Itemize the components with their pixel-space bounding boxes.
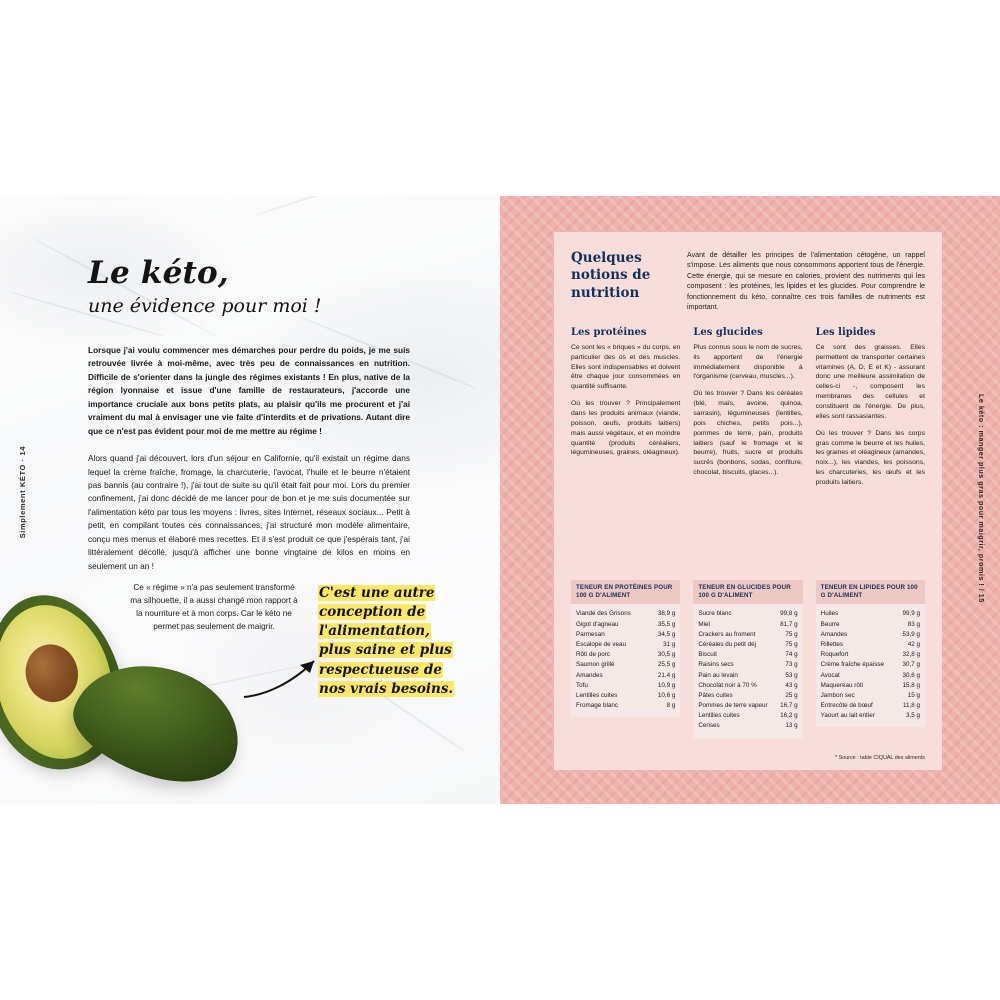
cell-name: Rôti de porc (576, 651, 610, 659)
table-row (576, 660, 675, 670)
cell-name: Huiles (820, 610, 839, 618)
cell-value: 99,9 g (902, 610, 920, 618)
cell-value: 8 g (666, 702, 676, 710)
column-glucides-paragraph-1: Plus connus sous le nom de sucres, ils apportent de l'énergie immédiatement disponible à l'organisme (cerveau, muscles...). (693, 343, 803, 381)
cell-value: 30,6 g (902, 671, 920, 679)
cell-name: Crackers au froment (698, 630, 756, 638)
table-row (576, 681, 675, 691)
right-page-running-head: Le kéto : manger plus gras pour maigrir, promis ! / 15 (977, 394, 986, 603)
cell-name: Roquefort (820, 651, 849, 659)
nutrition-panel (554, 232, 942, 770)
cell-name: Miel (698, 620, 710, 628)
table-row (821, 701, 920, 711)
table-row (698, 640, 797, 650)
table-row (576, 640, 675, 650)
left-page-body (88, 344, 410, 587)
cell-value: 75 g (785, 630, 798, 638)
cell-name: Entrecôte de bœuf (820, 702, 873, 710)
table-row (821, 609, 920, 619)
nutrition-tables (571, 580, 925, 738)
table-glucides (693, 580, 802, 738)
cell-name: Biscuit (698, 651, 717, 659)
table-proteines-header: TENEUR EN PROTÉINES POUR 100 G D'ALIMENT (571, 580, 680, 604)
cell-value: 31 g (663, 640, 676, 648)
left-page-running-head: Simplement KÉTO · 14 (18, 446, 27, 539)
cell-value: 10,9 g (657, 681, 676, 689)
cell-name: Viande des Grisons (576, 610, 631, 618)
cell-name: Sucre blanc (698, 610, 732, 618)
table-row (698, 671, 797, 681)
column-heading-proteines: Les protéines (571, 326, 647, 338)
cell-name: Crème fraîche épaisse (820, 661, 885, 669)
cell-name: Rillettes (820, 640, 844, 648)
cell-value: 21,4 g (657, 671, 676, 679)
table-row (698, 660, 797, 670)
cell-name: Raisins secs (698, 661, 734, 669)
cell-value: 15,8 g (902, 681, 920, 689)
cell-value: 73 g (785, 661, 798, 669)
table-row (698, 701, 797, 711)
table-row (821, 671, 920, 681)
column-glucides (693, 327, 802, 495)
cell-value: 25,5 g (657, 661, 676, 669)
pull-note: Ce « régime » n'a pas seulement transformé ma silhouette, il a aussi changé mon rapport à la nourriture et à mon corps. Car le kéto ne permet pas seulement de maigrir. (130, 583, 298, 632)
table-row (698, 681, 797, 691)
cell-name: Amandes (820, 630, 848, 638)
cell-name: Saumon grillé (576, 661, 615, 669)
cell-name: Fromage blanc (576, 702, 618, 710)
cell-name: Yaourt au lait entier (820, 712, 875, 720)
body-paragraph-2: Alors quand j'ai découvert, lors d'un séjour en Californie, qu'il existait un régime dans lequel la crème fraîche, fromage, la charcuterie, l'avocat, l'huile et le beurre n'étaient pas bannis (au contraire !), j'ai tout de suite su qu'il était fait pour moi. Lors du premier confinement, j'ai donc décidé de me lancer pour de bon et je me suis documentée sur l'alimentation kéto par tous les moyens : livres, sites Internet, réseaux sociaux... Petit à petit, en compilant toutes ces connaissances, j'ai structuré mon modèle alimentaire, conçu mes menus et élaboré mes recettes. Et il s'est produit ce que j'espérais tant, j'ai littéralement décollé, jusqu'à afficher une bonne vingtaine de kilos en moins en seulement un an ! (88, 453, 410, 571)
table-glucides-body (693, 604, 802, 737)
table-row (576, 691, 675, 701)
table-row (821, 620, 920, 630)
right-page (500, 196, 1000, 804)
cell-name: Pâtes cuites (698, 691, 733, 699)
cell-name: Avocat (820, 671, 840, 679)
table-row (698, 721, 797, 731)
table-row (821, 630, 920, 640)
book-spread (0, 196, 1000, 804)
cell-value: 75 g (785, 640, 798, 648)
table-row (821, 681, 920, 691)
column-proteines-paragraph-2: Où les trouver ? Principalement dans les produits animaux (viande, poisson, œufs, produits laitiers) mais aussi végétaux, et en moindre quantité (produits céréaliers, légumineuses, graines, oléagineux). (571, 400, 681, 457)
cell-value: 35,5 g (657, 620, 676, 628)
cell-value: 25 g (785, 691, 798, 699)
section-intro-text: Avant de détailler les principes de l'alimentation cétogène, un rappel s'impose. Les aliments que nous consommons apportent tous de l'énergie. Cette énergie, qui se mesure en calories, provient des nutriments qui les composent : les protéines, les lipides et les glucides. Pour comprendre le fonctionnement du kéto, connaître ces trois familles de nutriments est important. (687, 251, 925, 312)
left-page (0, 196, 500, 804)
avocado-pit (19, 638, 83, 707)
page-title (88, 255, 418, 317)
cell-name: Jambon sec (820, 691, 855, 699)
cell-value: 53 g (785, 671, 798, 679)
cell-value: 34,5 g (657, 630, 676, 638)
cell-name: Beurre (820, 620, 840, 628)
cell-value: 15 g (907, 691, 920, 699)
cell-value: 43 g (785, 681, 798, 689)
column-heading-lipides: Les lipides (815, 326, 876, 338)
cell-value: 53,9 g (902, 630, 920, 638)
table-proteines (571, 580, 680, 738)
handwritten-highlight-note (318, 584, 460, 699)
cell-name: Pain au levain (698, 671, 738, 679)
table-proteines-body (571, 604, 680, 717)
cell-value: 99,8 g (780, 610, 798, 618)
cell-value: 11,8 g (902, 702, 920, 710)
table-row (821, 660, 920, 670)
table-row (821, 650, 920, 660)
cell-value: 16,2 g (780, 712, 798, 720)
cell-value: 32,8 g (902, 651, 920, 659)
table-row (576, 609, 675, 619)
nutrient-columns (571, 327, 925, 495)
cell-value: 42 g (907, 640, 920, 648)
table-lipides (816, 580, 925, 738)
table-row (576, 671, 675, 681)
arrow-icon (240, 651, 328, 703)
cell-name: Lentilles cuites (576, 691, 618, 699)
column-heading-glucides: Les glucides (693, 326, 763, 338)
table-row (698, 630, 797, 640)
cell-name: Maquereau rôti (820, 681, 864, 689)
cell-name: Chocolat noir à 70 % (698, 681, 757, 689)
cell-name: Amandes (576, 671, 603, 679)
column-proteines (571, 327, 680, 495)
column-lipides-paragraph-2: Où les trouver ? Dans les corps gras comme le beurre et les huiles, les graines et oléagineux (amandes, noix...), les viandes, les poissons, les charcuteries, les œufs et les produits laitiers. (815, 429, 925, 486)
table-row (698, 711, 797, 721)
cell-name: Pommes de terre vapeur (698, 702, 768, 710)
cell-value: 10,6 g (657, 691, 676, 699)
cell-name: Parmesan (576, 630, 605, 638)
handwritten-note-text: C'est une autre conception de l'alimentation, plus saine et plus respectueuse de nos vrais besoins. (319, 585, 454, 697)
cell-value: 3,5 g (905, 712, 920, 720)
page-title-line-2: une évidence pour moi ! (88, 295, 322, 317)
table-row (821, 691, 920, 701)
cell-value: 74 g (785, 651, 798, 659)
cell-name: Céréales du petit déj (698, 640, 757, 648)
table-row (698, 650, 797, 660)
cell-name: Gigot d'agneau (576, 620, 619, 628)
table-row (576, 650, 675, 660)
table-row (821, 711, 920, 721)
column-glucides-paragraph-2: Où les trouver ? Dans les céréales (blé, maïs, avoine, quinoa, sarrasin), légumineuses (lentilles, pois chiches, petits pois...), pommes de terre, pain, produits laitiers (sauf le fromage et le beurre), fruits, sucre et produits sucrés (bonbons, sodas, confiture, chocolat, biscuits, glaces...). (693, 390, 803, 477)
cell-name: Lentilles cuites (698, 712, 740, 720)
intro-row (571, 250, 925, 313)
table-row (821, 640, 920, 650)
cell-value: 13 g (785, 722, 798, 730)
marble-vein (250, 196, 479, 218)
column-proteines-paragraph-1: Ce sont les « briques » du corps, en particulier des os et des muscles. Elles sont indispensables et doivent être chaque jour consommées en quantité suffisante. (571, 343, 681, 391)
cell-value: 16,7 g (780, 702, 798, 710)
table-row (698, 691, 797, 701)
table-lipides-header: TENEUR EN LIPIDES POUR 100 G D'ALIMENT (816, 580, 925, 604)
body-paragraph-1: Lorsque j'ai voulu commencer mes démarches pour perdre du poids, je me suis retrouvée livrée à moi-même, avec très peu de connaissances en nutrition. Difficile de s'orienter dans la jungle des régimes existants ! En plus, native de la région lyonnaise et issue d'une famille de restaurateurs, j'accorde une importance cruciale aux bons petits plats, au plaisir qu'ils me procurent et j'ai vraiment du mal à envisager une vie faite d'interdits et de privations. Autant dire que ce n'est pas évident pour moi de me mettre au régime ! (88, 345, 410, 436)
table-lipides-body (816, 604, 925, 727)
cell-value: 83 g (907, 620, 920, 628)
column-lipides-paragraph-1: Ce sont des graisses. Elles permettent de transporter certaines vitamines (A, D, E et K) - assurant donc une meilleure assimilation de celles-ci -, composent les membranes des cellules et constituent de l'énergie. De plus, elles sont rassasiantes. (815, 343, 925, 420)
cell-value: 81,7 g (780, 620, 798, 628)
table-row (576, 630, 675, 640)
column-lipides (816, 327, 925, 495)
cell-name: Escalope de veau (576, 640, 627, 648)
table-row (698, 609, 797, 619)
cell-name: Cerises (698, 722, 720, 730)
cell-value: 38,9 g (657, 610, 676, 618)
cell-name: Tofu (576, 681, 588, 689)
table-row (576, 620, 675, 630)
page-title-line-1: Le kéto, (88, 255, 229, 291)
section-title: Quelques notions de nutrition (571, 250, 651, 301)
cell-value: 30,7 g (902, 661, 920, 669)
table-glucides-header: TENEUR EN GLUCIDES POUR 100 G D'ALIMENT (693, 580, 802, 604)
source-note: * Source : table CIQUAL des aliments (835, 755, 925, 761)
table-row (698, 620, 797, 630)
cell-value: 30,5 g (657, 651, 676, 659)
table-row (576, 701, 675, 711)
